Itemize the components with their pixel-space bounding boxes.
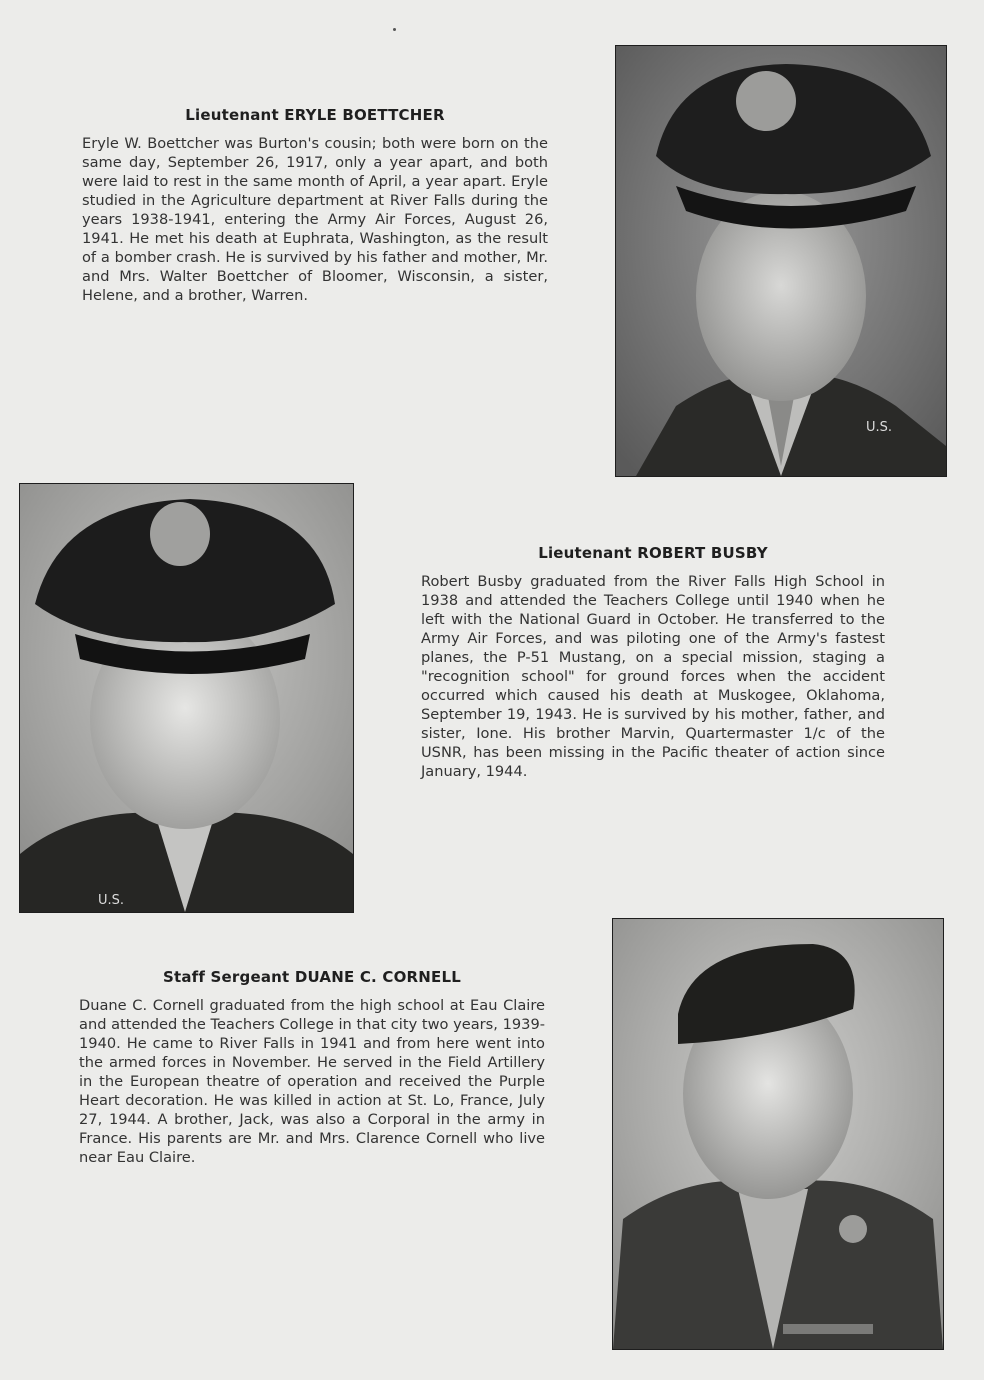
entry-heading: [82, 106, 548, 124]
entry-heading: [421, 544, 885, 562]
rank-label: Staff Sergeant: [162, 968, 290, 986]
rank-label: Lieutenant: [185, 106, 279, 124]
rank-label: Lieutenant: [538, 544, 632, 562]
entry-text: Robert Busby graduated from the River Falls High School in 1938 and attended the Teachers College until 1940 when he left with the National Guard in October. He transferred to the Army Air Forces, and was piloting one of the Army's fastest planes, the P-51 Mustang, on a special mission, staging a "recognition school" for ground forces when the accident occurred which caused his death at Muskogee, Oklahoma, September 19, 1943. He is survived by his mother, father, and sister, Ione. His brother Marvin, Quartermaster 1/c of the USNR, has been missing in the Pacific theater of action since January, 1944.: [421, 573, 885, 780]
portrait-photo-busby: [19, 483, 354, 913]
person-name: DUANE C. CORNELL: [294, 968, 462, 986]
portrait-photo-cornell: [612, 918, 944, 1350]
person-name: ROBERT BUSBY: [637, 544, 768, 562]
entry-heading: [79, 968, 545, 986]
entry-busby: [421, 544, 885, 781]
svg-text:U.S.: U.S.: [98, 893, 125, 908]
portrait-image: [20, 484, 353, 912]
portrait-image: [616, 46, 946, 476]
entry-cornell: [79, 968, 545, 1167]
portrait-photo-boettcher: [615, 45, 947, 477]
svg-text:U.S.: U.S.: [866, 420, 893, 435]
portrait-image: [613, 919, 943, 1349]
entry-text: Duane C. Cornell graduated from the high school at Eau Claire and attended the Teachers College in that city two years, 1939-1940. He came to River Falls in 1941 and from here went into the armed forces in November. He served in the Field Artillery in the European theatre of operation and received the Purple Heart decoration. He was killed in action at St. Lo, France, July 27, 1944. A brother, Jack, was also a Corporal in the army in France. His parents are Mr. and Mrs. Clarence Cornell who live near Eau Claire.: [79, 997, 545, 1166]
page-mark: [393, 28, 396, 31]
person-name: ERYLE BOETTCHER: [284, 106, 445, 124]
entry-boettcher: [82, 106, 548, 305]
entry-text: Eryle W. Boettcher was Burton's cousin; both were born on the same day, September 26, 1917, only a year apart, and both were laid to rest in the same month of April, a year apart. Eryle studied in the Agriculture department at River Falls during the years 1938-1941, entering the Army Air Forces, August 26, 1941. He met his death at Euphrata, Washington, as the result of a bomber crash. He is survived by his father and mother, Mr. and Mrs. Walter Boettcher of Bloomer, Wisconsin, a sister, Helene, and a brother, Warren.: [82, 135, 548, 304]
